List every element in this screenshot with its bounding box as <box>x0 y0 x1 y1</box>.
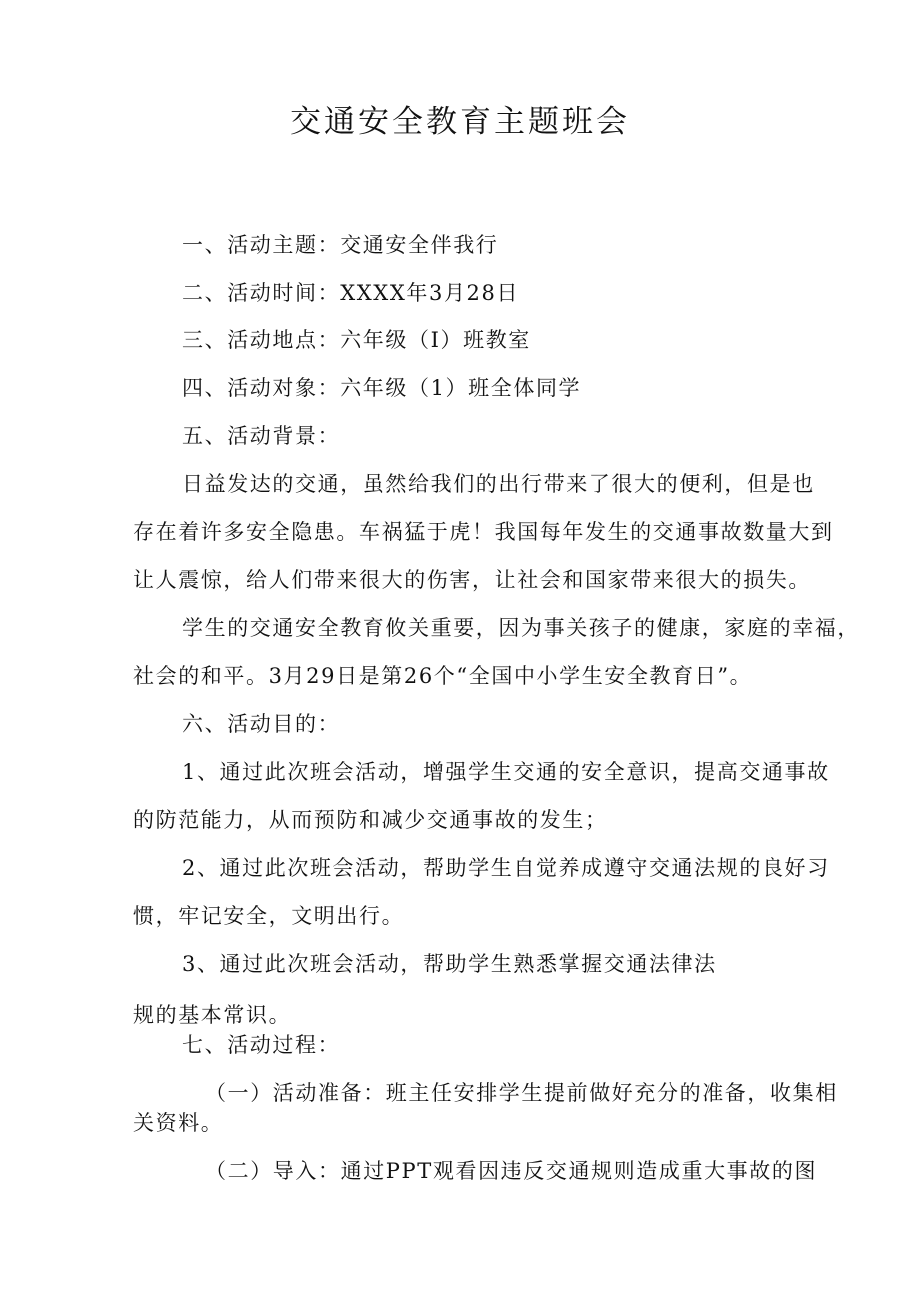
background-p1-line-1: 日益发达的交通，虽然给我们的出行带来了很大的便利，但是也 <box>182 472 815 496</box>
purpose-heading: 六、活动目的： <box>182 712 341 736</box>
item-time: 二、活动时间：XXXX年3月28日 <box>182 281 520 305</box>
process-heading: 七、活动过程： <box>182 1033 341 1057</box>
item-theme: 一、活动主题：交通安全伴我行 <box>182 233 499 257</box>
purpose-3-line-2: 规的基本常识。 <box>133 1003 292 1027</box>
document-title: 交通安全教育主题班会 <box>290 104 630 140</box>
purpose-2-line-2: 惯，牢记安全，文明出行。 <box>133 904 405 928</box>
purpose-2-line-1: 2、通过此次班会活动，帮助学生自觉养成遵守交通法规的良好习 <box>182 856 830 880</box>
purpose-1-line-1: 1、通过此次班会活动，增强学生交通的安全意识，提高交通事故 <box>182 760 830 784</box>
item-target: 四、活动对象：六年级（1）班全体同学 <box>182 376 582 400</box>
process-2-line-1: （二）导入：通过PPT观看因违反交通规则造成重大事故的图 <box>205 1159 818 1183</box>
purpose-1-line-2: 的防范能力，从而预防和减少交通事故的发生； <box>133 808 608 832</box>
item-background-heading: 五、活动背景： <box>182 424 341 448</box>
purpose-3-line-1: 3、通过此次班会活动，帮助学生熟悉掌握交通法律法 <box>182 952 717 976</box>
process-1-line-1: （一）活动准备：班主任安排学生提前做好充分的准备，收集相 <box>205 1081 838 1105</box>
background-p2-line-1: 学生的交通安全教育攸关重要，因为事关孩子的健康，家庭的幸福， <box>182 616 860 640</box>
background-p2-line-2: 社会的和平。3月29日是第26个“全国中小学生安全教育日”。 <box>133 664 753 688</box>
background-p1-line-3: 让人震惊，给人们带来很大的伤害，让社会和国家带来很大的损失。 <box>133 568 811 592</box>
item-place: 三、活动地点：六年级（I）班教室 <box>182 328 531 352</box>
process-1-line-2: 关资料。 <box>133 1111 224 1135</box>
background-p1-line-2: 存在着许多安全隐患。车祸猛于虎！我国每年发生的交通事故数量大到 <box>133 520 834 544</box>
